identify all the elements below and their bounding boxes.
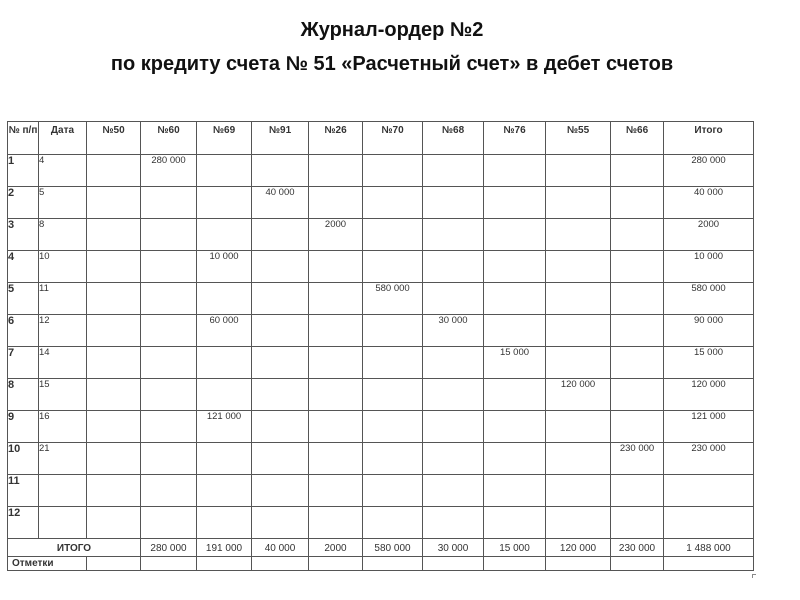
cell-total: 10 000: [664, 251, 754, 283]
row-number: 7: [8, 347, 39, 379]
cell-c76: [484, 379, 546, 411]
cell-c66: [611, 315, 664, 347]
header-c68: №68: [423, 122, 484, 155]
table-row: [8, 315, 754, 347]
cell-c26: [309, 283, 363, 315]
cell-c60: 280 000: [141, 155, 197, 187]
cell-c69: [197, 347, 252, 379]
cell-c69: [197, 155, 252, 187]
totals-c69: 191 000: [197, 539, 252, 557]
cell-c60: [141, 347, 197, 379]
cell-c70: [363, 187, 423, 219]
row-number: 3: [8, 219, 39, 251]
table-row: [8, 411, 754, 443]
cell-c70: [363, 411, 423, 443]
row-number: 2: [8, 187, 39, 219]
cell-c91: [252, 443, 309, 475]
cell-c91: [252, 283, 309, 315]
cell-c55: [546, 411, 611, 443]
notes-row: [8, 557, 754, 571]
notes-label: Отметки: [8, 557, 87, 571]
cell-c68: [423, 251, 484, 283]
row-date: 21: [39, 443, 87, 475]
cell-total: 90 000: [664, 315, 754, 347]
cell-c66: [611, 155, 664, 187]
table-row: [8, 475, 754, 507]
row-date: 16: [39, 411, 87, 443]
cell-c26: [309, 187, 363, 219]
totals-c68: 30 000: [423, 539, 484, 557]
journal-order-table: [7, 121, 754, 571]
cell-c91: 40 000: [252, 187, 309, 219]
title-line-1: Журнал-ордер №2: [300, 19, 484, 41]
row-number: 4: [8, 251, 39, 283]
totals-c26: 2000: [309, 539, 363, 557]
row-number: 9: [8, 411, 39, 443]
header-c26: №26: [309, 122, 363, 155]
cell-c70: [363, 155, 423, 187]
cell-c26: [309, 507, 363, 539]
cell-c50: [87, 219, 141, 251]
cell-c91: [252, 219, 309, 251]
cell-c68: [423, 187, 484, 219]
cell-c50: [87, 507, 141, 539]
table-row: [8, 251, 754, 283]
row-number: 1: [8, 155, 39, 187]
cell-c69: 121 000: [197, 411, 252, 443]
cell-c60: [141, 379, 197, 411]
table-row: [8, 507, 754, 539]
cell-c66: [611, 379, 664, 411]
header-c76: №76: [484, 122, 546, 155]
cell-total: 2000: [664, 219, 754, 251]
notes-cell: [484, 557, 546, 571]
notes-cell: [141, 557, 197, 571]
cell-c60: [141, 283, 197, 315]
cell-c76: [484, 251, 546, 283]
cell-c50: [87, 283, 141, 315]
cell-c68: [423, 283, 484, 315]
table-row: [8, 187, 754, 219]
cell-c66: [611, 219, 664, 251]
notes-cell: [363, 557, 423, 571]
row-date: 5: [39, 187, 87, 219]
cell-c69: [197, 219, 252, 251]
row-number: 8: [8, 379, 39, 411]
cell-c66: [611, 475, 664, 507]
row-date: [39, 475, 87, 507]
cell-c91: [252, 507, 309, 539]
notes-cell: [87, 557, 141, 571]
cell-c68: [423, 219, 484, 251]
totals-c76: 15 000: [484, 539, 546, 557]
cell-c55: [546, 475, 611, 507]
cell-c50: [87, 251, 141, 283]
cell-c60: [141, 219, 197, 251]
cell-c70: [363, 219, 423, 251]
cell-c50: [87, 443, 141, 475]
cell-c55: [546, 155, 611, 187]
cell-c50: [87, 411, 141, 443]
header-num: № п/п: [8, 122, 39, 155]
cell-total: [664, 475, 754, 507]
cell-c69: [197, 507, 252, 539]
cell-c91: [252, 347, 309, 379]
header-c50: №50: [87, 122, 141, 155]
row-number: 11: [8, 475, 39, 507]
cell-c26: [309, 315, 363, 347]
cell-c91: [252, 251, 309, 283]
cell-c50: [87, 315, 141, 347]
cell-c68: [423, 475, 484, 507]
header-total: Итого: [664, 122, 754, 155]
table-row: [8, 379, 754, 411]
cell-c76: [484, 443, 546, 475]
cell-c26: [309, 379, 363, 411]
cell-c26: [309, 475, 363, 507]
cell-c68: [423, 155, 484, 187]
header-c66: №66: [611, 122, 664, 155]
cell-total: 121 000: [664, 411, 754, 443]
notes-cell: [611, 557, 664, 571]
cell-c55: [546, 219, 611, 251]
cell-total: 230 000: [664, 443, 754, 475]
row-number: 12: [8, 507, 39, 539]
notes-cell: [197, 557, 252, 571]
cell-c69: [197, 379, 252, 411]
header-row: [8, 122, 754, 155]
cell-c66: [611, 251, 664, 283]
cell-c69: [197, 443, 252, 475]
header-c69: №69: [197, 122, 252, 155]
notes-cell: [546, 557, 611, 571]
cell-c50: [87, 379, 141, 411]
cell-c70: 580 000: [363, 283, 423, 315]
notes-cell: [252, 557, 309, 571]
cell-c91: [252, 475, 309, 507]
cell-c60: [141, 475, 197, 507]
row-date: [39, 507, 87, 539]
cell-c60: [141, 315, 197, 347]
cell-c66: [611, 347, 664, 379]
cell-c50: [87, 347, 141, 379]
notes-cell: [423, 557, 484, 571]
cell-c70: [363, 507, 423, 539]
cell-c68: [423, 379, 484, 411]
row-number: 10: [8, 443, 39, 475]
totals-total: 1 488 000: [664, 539, 754, 557]
cell-c50: [87, 475, 141, 507]
cell-c76: [484, 283, 546, 315]
cell-c76: [484, 507, 546, 539]
cell-c66: [611, 507, 664, 539]
cell-c66: [611, 411, 664, 443]
cell-c55: [546, 315, 611, 347]
totals-c55: 120 000: [546, 539, 611, 557]
cell-c76: [484, 315, 546, 347]
cell-total: 15 000: [664, 347, 754, 379]
cell-c69: [197, 283, 252, 315]
cell-c55: 120 000: [546, 379, 611, 411]
row-number: 6: [8, 315, 39, 347]
totals-c66: 230 000: [611, 539, 664, 557]
cell-c26: [309, 251, 363, 283]
row-date: 10: [39, 251, 87, 283]
cell-c91: [252, 411, 309, 443]
cell-c76: [484, 187, 546, 219]
cell-total: 280 000: [664, 155, 754, 187]
totals-c91: 40 000: [252, 539, 309, 557]
table-row: [8, 283, 754, 315]
cell-c50: [87, 155, 141, 187]
cell-total: 580 000: [664, 283, 754, 315]
cell-total: 120 000: [664, 379, 754, 411]
cell-c70: [363, 251, 423, 283]
row-date: 11: [39, 283, 87, 315]
cell-c26: [309, 411, 363, 443]
cell-c68: [423, 347, 484, 379]
cell-c26: [309, 155, 363, 187]
cell-c60: [141, 411, 197, 443]
totals-row: [8, 539, 754, 557]
cell-c76: [484, 475, 546, 507]
cell-c76: [484, 219, 546, 251]
cell-c66: [611, 187, 664, 219]
cell-c91: [252, 315, 309, 347]
table-row: [8, 219, 754, 251]
page-corner-mark: [752, 574, 756, 578]
row-date: 12: [39, 315, 87, 347]
cell-c70: [363, 315, 423, 347]
header-date: Дата: [39, 122, 87, 155]
header-c60: №60: [141, 122, 197, 155]
cell-c66: 230 000: [611, 443, 664, 475]
header-c91: №91: [252, 122, 309, 155]
cell-c55: [546, 187, 611, 219]
cell-c69: [197, 475, 252, 507]
row-date: 4: [39, 155, 87, 187]
row-date: 8: [39, 219, 87, 251]
cell-c55: [546, 251, 611, 283]
cell-c91: [252, 379, 309, 411]
cell-c91: [252, 155, 309, 187]
cell-c55: [546, 443, 611, 475]
cell-c50: [87, 187, 141, 219]
totals-c60: 280 000: [141, 539, 197, 557]
cell-c26: 2000: [309, 219, 363, 251]
cell-c68: [423, 411, 484, 443]
header-c55: №55: [546, 122, 611, 155]
cell-c55: [546, 283, 611, 315]
cell-c68: [423, 443, 484, 475]
cell-c26: [309, 347, 363, 379]
header-c70: №70: [363, 122, 423, 155]
table-row: [8, 347, 754, 379]
cell-c76: [484, 155, 546, 187]
cell-c55: [546, 507, 611, 539]
totals-c70: 580 000: [363, 539, 423, 557]
cell-c76: 15 000: [484, 347, 546, 379]
cell-c60: [141, 443, 197, 475]
cell-c68: [423, 507, 484, 539]
cell-c60: [141, 251, 197, 283]
row-date: 14: [39, 347, 87, 379]
row-number: 5: [8, 283, 39, 315]
cell-c60: [141, 507, 197, 539]
cell-c70: [363, 475, 423, 507]
cell-c70: [363, 443, 423, 475]
row-date: 15: [39, 379, 87, 411]
cell-c66: [611, 283, 664, 315]
cell-c69: [197, 187, 252, 219]
cell-c68: 30 000: [423, 315, 484, 347]
cell-c55: [546, 347, 611, 379]
cell-c70: [363, 379, 423, 411]
cell-total: [664, 507, 754, 539]
cell-c76: [484, 411, 546, 443]
cell-c69: 60 000: [197, 315, 252, 347]
table-row: [8, 155, 754, 187]
cell-c70: [363, 347, 423, 379]
notes-cell: [309, 557, 363, 571]
cell-c69: 10 000: [197, 251, 252, 283]
table-row: [8, 443, 754, 475]
totals-label: ИТОГО: [8, 539, 141, 557]
notes-cell: [664, 557, 754, 571]
cell-c60: [141, 187, 197, 219]
title-line-2: по кредиту счета № 51 «Расчетный счет» в дебет счетов: [110, 53, 674, 75]
cell-total: 40 000: [664, 187, 754, 219]
cell-c26: [309, 443, 363, 475]
